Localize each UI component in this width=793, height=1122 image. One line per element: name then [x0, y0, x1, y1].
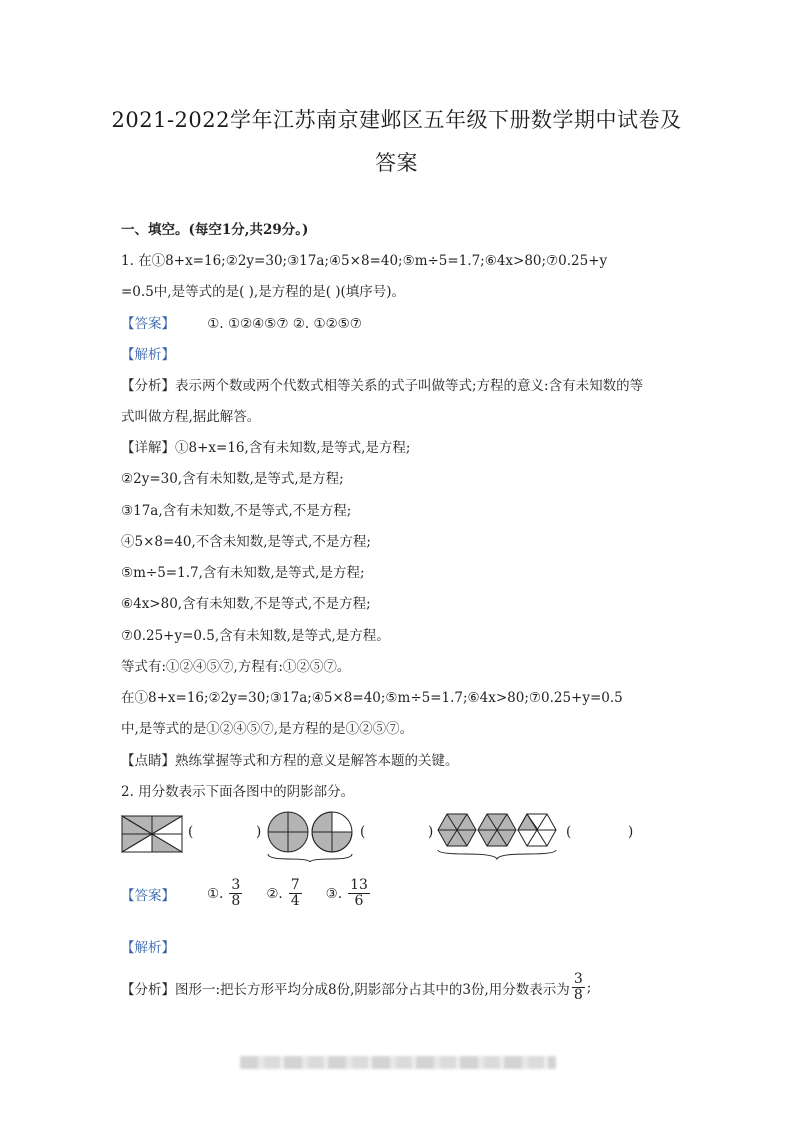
fenxi-line — [121, 972, 591, 1004]
answer-text: ①. ①②④⑤⑦ ②. ①②⑤⑦ — [207, 316, 362, 332]
fraction-denominator: 8 — [231, 893, 241, 910]
answer-1-label: ①. — [207, 885, 224, 902]
dianjing-line: 【点睛】熟练掌握等式和方程的意义是解答本题的关键。 — [121, 753, 459, 769]
blank-paren-close: ) — [428, 824, 434, 840]
fenxi-fraction — [572, 972, 585, 1004]
answer-3-label: ③. — [325, 885, 343, 902]
blank-paren-open: ( — [188, 824, 194, 840]
fraction-numerator: 13 — [350, 877, 368, 893]
answer-row-1 — [121, 312, 362, 332]
detail-line: ⑦0.25+y=0.5,含有未知数,是等式,是方程。 — [121, 628, 390, 644]
blank-paren-open: ( — [566, 824, 572, 840]
fraction-numerator: 7 — [290, 877, 300, 893]
blank-paren-close: ) — [628, 824, 634, 840]
answer-3-fraction — [348, 878, 370, 910]
answer-tag: 【答案】 — [121, 316, 175, 332]
detail-line: 在①8+x=16;②2y=30;③17a;④5×8=40;⑤m÷5=1.7;⑥4x>80;⑦0.25+y=0.5 — [121, 690, 623, 706]
circles-figure — [265, 810, 357, 862]
answer-row-2 — [121, 878, 372, 910]
page-title: 2021-2022学年江苏南京建邺区五年级下册数学期中试卷及 — [111, 108, 682, 132]
fraction-numerator: 3 — [573, 971, 583, 987]
analysis-tag: 【解析】 — [121, 347, 175, 363]
analysis-tag: 【解析】 — [121, 940, 175, 956]
detail-line: ②2y=30,含有未知数,是等式,是方程; — [121, 471, 344, 487]
answer-2-fraction — [289, 878, 302, 910]
blank-paren-open: ( — [360, 824, 366, 840]
fenxi-end: ; — [586, 979, 592, 996]
fraction-denominator: 6 — [354, 893, 364, 910]
detail-line: ⑤m÷5=1.7,含有未知数,是等式,是方程; — [121, 565, 365, 581]
hexagons-figure — [437, 812, 561, 860]
fenxi-line2: 式叫做方程,据此解答。 — [121, 409, 261, 425]
question-1-line1: 1. 在①8+x=16;②2y=30;③17a;④5×8=40;⑤m÷5=1.7;⑥4x>80;⑦0.25+y — [121, 253, 608, 269]
answer-tag: 【答案】 — [121, 887, 175, 904]
section-heading: 一、填空。(每空1分,共29分。) — [121, 222, 309, 238]
detail-line: ④5×8=40,不含未知数,是等式,不是方程; — [121, 534, 371, 550]
fenxi-text: 【分析】图形一:把长方形平均分成8份,阴影部分占其中的3份,用分数表示为 — [121, 981, 570, 998]
fraction-denominator: 4 — [290, 893, 300, 910]
detail-line: 【详解】①8+x=16,含有未知数,是等式,是方程; — [121, 440, 411, 456]
question-2-stem: 2. 用分数表示下面各图中的阴影部分。 — [121, 784, 355, 800]
detail-line: 等式有:①②④⑤⑦,方程有:①②⑤⑦。 — [121, 659, 351, 675]
fraction-numerator: 3 — [231, 877, 241, 893]
fenxi-line1: 【分析】表示两个数或两个代数式相等关系的式子叫做等式;方程的意义:含有未知数的等 — [121, 378, 644, 394]
detail-line: ⑥4x>80,含有未知数,不是等式,不是方程; — [121, 596, 371, 612]
answer-2-label: ②. — [266, 885, 283, 902]
detail-line: ③17a,含有未知数,不是等式,不是方程; — [121, 503, 352, 519]
answer-1-fraction — [229, 878, 242, 910]
page-title-line2: 答案 — [375, 151, 418, 175]
question-1-line2: =0.5中,是等式的是( ),是方程的是( )(填序号)。 — [121, 284, 406, 300]
fraction-denominator: 8 — [573, 987, 583, 1004]
blank-paren-close: ) — [256, 824, 262, 840]
rectangle-figure — [121, 815, 183, 853]
blurred-footer-watermark — [240, 1056, 556, 1069]
detail-line: 中,是等式的是①②④⑤⑦,是方程的是①②⑤⑦。 — [121, 721, 414, 737]
